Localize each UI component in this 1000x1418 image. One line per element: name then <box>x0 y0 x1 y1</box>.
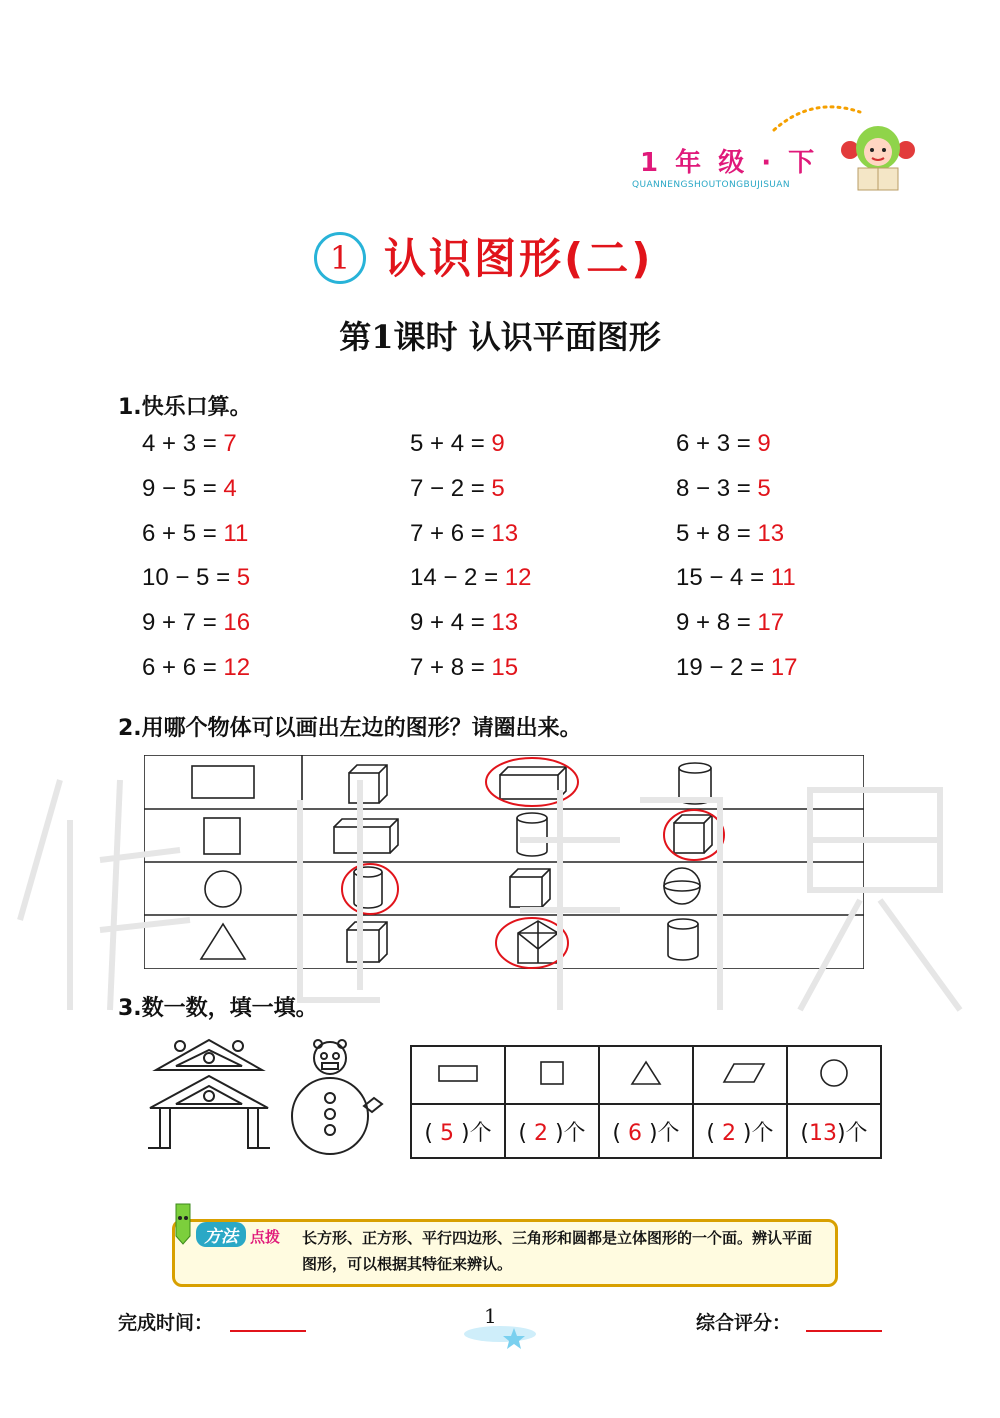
equation-answer: 12 <box>504 564 532 591</box>
tip-text: 长方形、正方形、平行四边形、三角形和圆都是立体图形的一个面。辨认平面图形，可以根据其特征来辨认。 <box>302 1229 813 1273</box>
equation-answer: 9 <box>757 430 771 457</box>
math-equation <box>410 430 505 458</box>
equation-expression: 9 + 4 = <box>410 609 485 636</box>
house-figure <box>146 1036 272 1156</box>
equation-answer: 4 <box>223 475 237 502</box>
math-equation <box>410 654 518 682</box>
rectangle-count: ( 5 )个 <box>411 1104 505 1158</box>
equation-answer: 13 <box>491 520 519 547</box>
equation-expression: 19 − 2 = <box>676 654 765 681</box>
equation-expression: 6 + 6 = <box>142 654 217 681</box>
lesson-title: 第1课时 认识平面图形 <box>339 318 661 356</box>
equation-answer: 17 <box>770 654 798 681</box>
math-equation <box>410 564 531 592</box>
math-equation <box>676 430 771 458</box>
math-equation <box>676 609 784 637</box>
completion-time-label: 完成时间： <box>118 1312 214 1334</box>
math-equation <box>410 475 505 503</box>
math-equation <box>142 430 237 458</box>
equation-answer: 5 <box>491 475 505 502</box>
equation-expression: 7 + 6 = <box>410 520 485 547</box>
parallelogram-shape-cell <box>693 1046 787 1104</box>
equation-expression: 10 − 5 = <box>142 564 231 591</box>
unit-title: 认识图形(二) <box>384 234 654 283</box>
tip-badge-sub: 点拨 <box>250 1228 281 1246</box>
equation-answer: 13 <box>757 520 785 547</box>
triangle-shape-cell <box>599 1046 693 1104</box>
shape-count-table <box>410 1045 882 1159</box>
completion-time-line <box>230 1310 306 1332</box>
math-equation <box>676 654 797 682</box>
question-3-title: 3.数一数，填一填。 <box>118 996 318 1021</box>
equation-expression: 7 − 2 = <box>410 475 485 502</box>
equation-answer: 11 <box>770 564 796 591</box>
grade-label: 1 年 级 · 下 <box>640 148 819 178</box>
equation-expression: 9 − 5 = <box>142 475 217 502</box>
unit-number-badge: 1 <box>314 232 366 284</box>
math-equation <box>142 475 237 503</box>
equation-expression: 14 − 2 = <box>410 564 499 591</box>
equation-expression: 8 − 3 = <box>676 475 751 502</box>
math-equation <box>410 609 518 637</box>
square-shape-cell <box>505 1046 599 1104</box>
equation-expression: 6 + 3 = <box>676 430 751 457</box>
equation-expression: 5 + 8 = <box>676 520 751 547</box>
math-equation <box>142 609 250 637</box>
equation-answer: 16 <box>223 609 251 636</box>
equation-answer: 7 <box>223 430 237 457</box>
equation-answer: 9 <box>491 430 505 457</box>
circle-shape-cell <box>787 1046 881 1104</box>
equation-expression: 4 + 3 = <box>142 430 217 457</box>
circle-count: (13)个 <box>787 1104 881 1158</box>
equation-expression: 15 − 4 = <box>676 564 765 591</box>
math-equation <box>676 475 771 503</box>
tip-badge: 方法 <box>196 1222 246 1247</box>
math-equation <box>676 520 784 548</box>
page-number: 1 <box>484 1304 497 1328</box>
question-1-title: 1.快乐口算。 <box>118 395 252 420</box>
equation-answer: 5 <box>236 564 251 591</box>
square-count: ( 2 )个 <box>505 1104 599 1158</box>
triangle-count: ( 6 )个 <box>599 1104 693 1158</box>
equation-answer: 11 <box>223 520 249 547</box>
equation-expression: 7 + 8 = <box>410 654 485 681</box>
equation-expression: 9 + 8 = <box>676 609 751 636</box>
equation-answer: 13 <box>491 609 519 636</box>
overall-score-label: 综合评分： <box>696 1312 792 1334</box>
parallelogram-count: ( 2 )个 <box>693 1104 787 1158</box>
equation-expression: 5 + 4 = <box>410 430 485 457</box>
math-equation <box>676 564 796 592</box>
math-equation <box>142 520 248 548</box>
snowman-figure <box>290 1036 390 1156</box>
equation-answer: 15 <box>491 654 519 681</box>
equation-answer: 17 <box>757 609 785 636</box>
equation-expression: 9 + 7 = <box>142 609 217 636</box>
page-number-decoration <box>460 1320 540 1350</box>
math-equation <box>142 654 250 682</box>
mascot-icon <box>838 120 918 192</box>
series-pinyin: QUANNENGSHOUTONGBUJISUAN <box>632 180 790 190</box>
math-equation <box>142 564 250 592</box>
equation-expression: 6 + 5 = <box>142 520 217 547</box>
overall-score-line <box>806 1310 882 1332</box>
equation-answer: 5 <box>757 475 771 502</box>
math-equation <box>410 520 518 548</box>
question-2-title: 2.用哪个物体可以画出左边的图形？请圈出来。 <box>118 716 582 741</box>
shape-object-table <box>144 755 864 969</box>
pencil-mascot-icon <box>168 1196 198 1246</box>
equation-answer: 12 <box>223 654 251 681</box>
rectangle-shape-cell <box>411 1046 505 1104</box>
